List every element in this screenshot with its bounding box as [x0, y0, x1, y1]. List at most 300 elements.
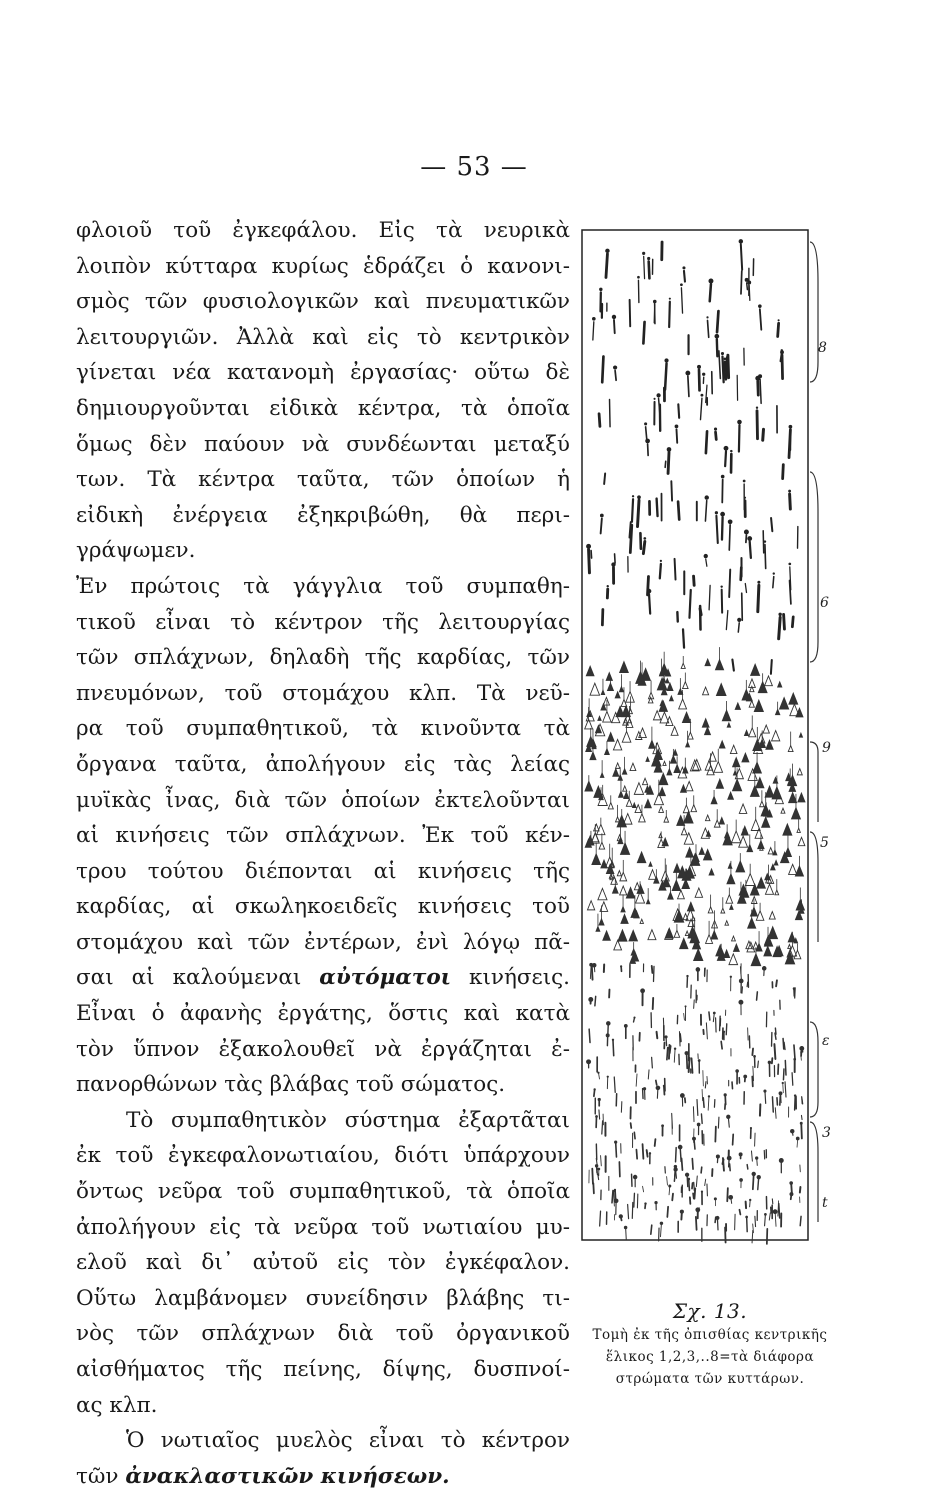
text-line: εἰδικὴ ἐνέργεια ἐξηκριβώθη, θὰ περι-	[76, 502, 570, 528]
neuron-cell	[601, 519, 602, 534]
neuron-cell	[744, 530, 749, 535]
neuron-cell	[685, 1173, 689, 1177]
neuron-cell	[653, 966, 654, 981]
text-line: δημιουργοῦνται εἰδικὰ κέντρα, τὰ ὁποῖα	[76, 395, 570, 421]
neuron-cell	[720, 1016, 721, 1030]
neuron-cell	[637, 276, 640, 279]
neuron-cell	[747, 982, 748, 986]
neuron-cell	[614, 320, 615, 333]
neuron-cell	[729, 525, 730, 550]
neuron-cell	[708, 1095, 710, 1097]
neuron-cell	[643, 322, 644, 343]
neuron-cell	[717, 311, 718, 332]
neuron-cell	[697, 1123, 701, 1127]
page-number: — 53 —	[420, 152, 528, 182]
text-line-emphasis	[76, 1459, 570, 1495]
neuron-cell	[607, 585, 609, 587]
neuron-cell	[730, 450, 732, 452]
neuron-cell	[643, 541, 644, 553]
neuron-cell	[676, 1148, 677, 1162]
neuron-cell	[746, 535, 747, 542]
neuron-cell	[597, 1168, 600, 1171]
neuron-cell	[750, 542, 751, 558]
neuron-cell	[610, 399, 611, 426]
neuron-cell	[588, 997, 593, 1002]
neuron-cell	[757, 411, 758, 439]
neuron-cell	[626, 1227, 627, 1239]
neuron-cell	[657, 1032, 658, 1038]
neuron-cell	[755, 1156, 758, 1159]
caption-line: Τομὴ ἐκ τῆς ὀπισθίας κεντρικῆς	[592, 1327, 828, 1343]
emphasis-anaklastikon: ἀνακλαστικῶν κινήσεων.	[125, 1463, 450, 1489]
neuron-cell	[661, 1124, 664, 1127]
neuron-cell	[612, 1190, 614, 1192]
neuron-cell	[750, 1127, 752, 1129]
neuron-cell	[606, 1021, 611, 1026]
neuron-cell	[649, 261, 650, 278]
neuron-cell	[774, 1044, 775, 1059]
text-line: πανορθώνων τὰς βλάβας τοῦ σώματος.	[76, 1072, 506, 1098]
neuron-cell	[668, 1184, 671, 1187]
neuron-cell	[632, 495, 634, 497]
layer-brackets	[810, 242, 818, 1222]
text-line: μυϊκὰς ἶνας, διὰ τῶν ὁποίων ἐκτελοῦνται	[76, 787, 570, 813]
neuron-cell	[700, 609, 701, 615]
neuron-cell	[696, 967, 701, 972]
neuron-cell	[730, 976, 732, 978]
neuron-cell	[586, 544, 591, 549]
neuron-cell	[728, 1195, 733, 1200]
neuron-cell	[716, 1155, 720, 1159]
neuron-cell	[738, 1000, 743, 1005]
neuron-cell	[667, 1048, 668, 1060]
text-line-emphasis	[76, 960, 570, 996]
neuron-cell	[714, 334, 719, 339]
neuron-cell	[615, 554, 616, 563]
neuron-cell	[595, 996, 596, 1005]
neuron-cell	[801, 1115, 802, 1119]
cortex-section-figure	[578, 222, 840, 1252]
neuron-cell	[726, 1115, 730, 1119]
neuron-cell	[654, 1201, 657, 1204]
neuron-cell	[624, 1226, 628, 1230]
figure-caption	[560, 1300, 860, 1390]
neuron-cell	[599, 1110, 600, 1119]
layer-mark: 5	[820, 835, 829, 851]
neuron-cell	[747, 1165, 748, 1169]
text-line: ελοῦ καὶ δι᾽ αὐτοῦ εἰς τὸν ἐγκέφαλον.	[76, 1250, 570, 1276]
neuron-cell	[697, 365, 701, 369]
neuron-cell	[675, 424, 679, 428]
neuron-cell	[796, 1137, 800, 1141]
neuron-cell	[753, 1055, 756, 1058]
neuron-cell	[733, 1134, 734, 1144]
neuron-cell	[752, 1172, 756, 1176]
paragraph-start: Τὸ συμπαθητικὸν σύστημα ἐξαρτᾶται	[126, 1107, 570, 1133]
neuron-cell	[684, 271, 685, 282]
neuron-cell	[685, 371, 690, 376]
neuron-cell	[586, 1059, 591, 1064]
neuron-cell	[801, 1123, 802, 1138]
neuron-cell	[656, 1080, 657, 1085]
neuron-cell	[656, 393, 660, 397]
text-line: τρου τούτου διέπονται αἱ κινήσεις τῆς	[76, 858, 570, 884]
neuron-cell	[689, 1058, 690, 1072]
text-line: φλοιοῦ τοῦ ἐγκεφάλου. Εἰς τὰ νευρικὰ	[76, 218, 570, 243]
neuron-cell	[763, 429, 764, 440]
neuron-cell	[757, 992, 758, 1000]
text-line: Εἶναι ὁ ἀφανὴς ἐργάτης, ὅστις καὶ κατὰ	[76, 1001, 570, 1027]
emphasis-automatoi: αὐτόματοι	[319, 965, 452, 991]
text-line: τὸν ὕπνον ἐξακολουθεῖ νὰ ἐργάζηται ἐ-	[76, 1036, 570, 1062]
neuron-cell	[668, 452, 669, 473]
neuron-cell	[703, 1098, 704, 1107]
neuron-cell	[592, 1169, 593, 1184]
neuron-cell	[624, 1024, 628, 1028]
neuron-cell	[795, 1096, 796, 1110]
neuron-cell	[629, 522, 630, 538]
neuron-cell	[643, 1144, 644, 1159]
neuron-cell	[739, 1178, 743, 1182]
neuron-cell	[593, 1088, 595, 1090]
neuron-cell	[739, 239, 743, 243]
text-run: τῶν	[76, 1463, 126, 1489]
neuron-cell	[705, 495, 709, 499]
neuron-cell	[612, 1191, 613, 1203]
figure-label: Σχ. 13.	[672, 1299, 748, 1323]
neuron-cell	[783, 1083, 784, 1093]
paragraph-start: Ὁ νωτιαῖος μυελὸς εἶναι τὸ κέντρον	[126, 1428, 570, 1454]
neuron-cell	[678, 1145, 683, 1150]
neuron-cell	[724, 446, 729, 451]
neuron-cell	[764, 540, 766, 542]
neuron-cell	[728, 355, 729, 377]
neuron-cell	[784, 614, 785, 629]
layer-mark: t	[822, 1195, 828, 1211]
neuron-cell	[708, 278, 713, 283]
neuron-cell	[647, 1150, 648, 1157]
neuron-cell	[649, 1152, 651, 1154]
neuron-cell	[792, 1073, 793, 1085]
neuron-cell	[688, 376, 689, 396]
neuron-cell	[722, 357, 723, 383]
layer-mark: 6	[820, 595, 829, 611]
neuron-cell	[644, 422, 647, 425]
neuron-cell	[729, 570, 730, 597]
text-line: αἱ κινήσεις τῶν σπλάχνων. Ἐκ τοῦ κέν-	[76, 823, 570, 849]
neuron-cell	[749, 1199, 751, 1201]
neuron-cell	[619, 1214, 623, 1218]
neuron-cell	[720, 512, 725, 517]
neuron-cell	[749, 285, 750, 300]
neuron-cell	[800, 1216, 801, 1225]
neuron-cell	[593, 1183, 594, 1193]
neuron-cell	[669, 302, 670, 327]
neuron-cell	[715, 1217, 716, 1222]
neuron-cell	[732, 660, 733, 671]
neuron-cell	[595, 1115, 598, 1118]
neuron-cell	[721, 352, 724, 355]
layer-mark: 3	[822, 1125, 831, 1141]
neuron-cell	[694, 576, 695, 585]
neuron-cell	[634, 1132, 635, 1138]
text-line: ας κλπ.	[76, 1392, 158, 1418]
neuron-cell	[686, 975, 688, 977]
neuron-cell	[780, 350, 784, 354]
neuron-cell	[718, 1117, 719, 1128]
neuron-cell	[727, 1156, 732, 1161]
neuron-cell	[788, 563, 791, 566]
neuron-cell	[651, 1225, 652, 1234]
neuron-cell	[674, 1047, 676, 1049]
neuron-cell	[676, 429, 677, 443]
neuron-cell	[694, 1000, 695, 1008]
neuron-cell	[745, 1216, 748, 1219]
neuron-cell	[606, 1033, 610, 1037]
body-text	[76, 213, 570, 1494]
neuron-cell	[615, 371, 616, 381]
text-line: των. Τὰ κέντρα ταῦτα, τῶν ὁποίων ἡ	[76, 467, 570, 493]
neuron-cell	[765, 545, 766, 569]
neuron-cell	[632, 499, 633, 522]
text-line: αἰσθήματος τῆς πείνης, δίψης, δυσπνοί-	[76, 1357, 570, 1382]
neuron-cell	[802, 1047, 803, 1052]
neuron-cell	[693, 1107, 694, 1122]
layer-mark: 8	[818, 340, 827, 356]
neuron-cell	[652, 1057, 653, 1068]
caption-line: ἕλικος 1,2,3,..8=τὰ διάφορα	[605, 1349, 815, 1365]
neuron-cell	[647, 257, 650, 260]
neuron-cell	[792, 617, 793, 627]
neuron-cell	[773, 572, 775, 574]
neuron-cell	[716, 432, 717, 439]
neuron-cell	[644, 256, 645, 278]
neuron-cell	[699, 370, 700, 390]
neuron-cell	[598, 1098, 601, 1101]
neuron-cell	[747, 283, 748, 290]
neuron-cell	[747, 536, 752, 541]
neuron-cell	[600, 1211, 601, 1226]
neuron-cell	[595, 1164, 598, 1167]
neuron-cell	[687, 1053, 688, 1068]
paragraph-start: Ἐν πρώτοις τὰ γάγγλια τοῦ συμπαθη-	[76, 573, 570, 599]
neuron-cell	[737, 618, 741, 622]
neuron-cell	[720, 585, 722, 587]
text-line: καρδίας, αἱ σκωληκοειδεῖς κινήσεις τοῦ	[76, 894, 570, 920]
neuron-cell	[771, 660, 772, 674]
neuron-cell	[779, 1204, 780, 1218]
neuron-cell	[762, 966, 767, 971]
neuron-cell	[741, 271, 742, 294]
neuron-cell	[776, 980, 777, 986]
neuron-cell	[757, 581, 760, 584]
neuron-cell	[773, 1209, 778, 1214]
text-line: ρα τοῦ συμπαθητικοῦ, τὰ κινοῦντα τὰ	[76, 716, 570, 742]
neuron-cell	[599, 288, 602, 291]
neuron-cell	[747, 1217, 748, 1232]
neuron-cell	[735, 1069, 739, 1073]
neuron-cell	[602, 1121, 603, 1134]
neuron-cell	[737, 420, 742, 425]
neuron-cell	[656, 1086, 661, 1091]
neuron-cell	[669, 298, 671, 300]
neuron-cell	[793, 1058, 796, 1061]
neuron-cell	[660, 564, 661, 579]
neuron-cell	[592, 964, 593, 979]
neuron-cell	[700, 394, 703, 397]
text-run: σαι αἱ καλούμεναι	[76, 965, 320, 991]
neuron-cell	[743, 480, 746, 483]
layer-mark: ε	[822, 1033, 830, 1049]
neuron-cell	[665, 363, 666, 389]
neuron-cell	[600, 514, 604, 518]
neuron-cell	[692, 1058, 693, 1073]
neuron-cell	[653, 398, 655, 400]
neuron-cell	[647, 589, 652, 594]
neuron-cell	[670, 1046, 671, 1053]
neuron-cell	[757, 1175, 761, 1179]
neuron-cell	[632, 1202, 633, 1218]
neuron-cell	[604, 474, 605, 484]
neuron-cell	[725, 451, 726, 466]
neuron-cell	[678, 502, 679, 520]
neuron-cell	[644, 1202, 646, 1204]
neuron-cell	[800, 1122, 803, 1125]
neuron-cell	[606, 254, 607, 278]
neuron-cell	[794, 1045, 795, 1058]
neuron-cell	[701, 1167, 702, 1173]
neuron-cell	[643, 1087, 646, 1090]
neuron-cell	[722, 517, 723, 539]
neuron-cell	[783, 1069, 784, 1080]
neuron-cell	[706, 431, 707, 453]
text-line: τῶν σπλάχνων, δηλαδὴ τῆς καρδίας, τῶν	[76, 645, 570, 671]
neuron-cell	[589, 1029, 590, 1042]
neuron-cell	[705, 968, 706, 977]
neuron-cell	[612, 315, 616, 319]
neuron-cell	[710, 284, 711, 301]
neuron-cell	[773, 577, 774, 588]
neuron-cell	[715, 511, 718, 514]
neuron-cell	[660, 1222, 663, 1225]
neuron-cell	[730, 1164, 731, 1171]
neuron-cell	[652, 966, 653, 973]
neuron-cell	[764, 1213, 767, 1216]
neuron-cell	[660, 560, 662, 562]
neuron-cell	[689, 1179, 690, 1190]
neuron-cell	[790, 494, 791, 509]
neuron-cell	[763, 1090, 766, 1093]
neuron-cell	[597, 1173, 599, 1175]
neuron-cell	[671, 481, 672, 500]
neuron-cell	[778, 613, 781, 616]
neuron-cell	[631, 1123, 632, 1128]
neuron-cell	[772, 1097, 773, 1112]
neuron-cell	[771, 518, 772, 531]
neuron-cell	[758, 1061, 759, 1067]
neuron-cell	[739, 425, 740, 451]
neuron-cell	[721, 475, 725, 479]
neuron-cell	[630, 300, 631, 326]
neuron-cell	[613, 1040, 614, 1056]
neuron-cell	[701, 1190, 703, 1192]
neuron-cell	[697, 1100, 698, 1116]
neuron-cell	[706, 316, 708, 318]
neuron-cell	[783, 465, 784, 479]
text-line: ἀπολήγουν εἰς τὰ νεῦρα τοῦ νωτιαίου μυ-	[76, 1214, 570, 1240]
neuron-cell	[592, 317, 596, 321]
neuron-cell	[793, 987, 796, 990]
neuron-cell	[663, 1085, 665, 1087]
neuron-cell	[753, 1174, 754, 1189]
neuron-cell	[698, 1059, 701, 1062]
neuron-cell	[655, 1139, 656, 1146]
neuron-cell	[702, 373, 705, 376]
text-line: Οὕτω λαμβάνομεν συνείδησιν βλάβης τι-	[76, 1285, 570, 1311]
neuron-cell	[599, 414, 600, 427]
text-line: ὄντως νεῦρα τοῦ συμπαθητικοῦ, τὰ ὁποῖα	[76, 1179, 570, 1205]
neuron-cell	[794, 1094, 796, 1096]
text-line: τικοῦ εἶναι τὸ κέντρον τῆς λειτουργίας	[76, 609, 570, 635]
neuron-cell	[755, 1216, 756, 1226]
neuron-cell	[692, 1183, 693, 1189]
neuron-cell	[615, 1190, 616, 1202]
neuron-cell	[742, 593, 743, 620]
neuron-cell	[694, 1188, 695, 1198]
neuron-cell	[721, 1041, 722, 1048]
neuron-cell	[674, 1165, 677, 1168]
neuron-cell	[724, 1093, 727, 1096]
neuron-cell	[785, 1061, 786, 1075]
cortex-section-illustration	[578, 222, 840, 1252]
neuron-cell	[680, 1034, 681, 1041]
neuron-cell	[645, 439, 650, 444]
neuron-cell	[638, 500, 639, 526]
neuron-cell	[636, 1150, 637, 1159]
neuron-cell	[778, 323, 779, 336]
neuron-cell	[664, 1035, 667, 1038]
neuron-cell	[680, 1093, 685, 1098]
neuron-cell	[714, 428, 717, 431]
neuron-cell	[775, 1033, 776, 1039]
neuron-cell	[696, 1217, 697, 1230]
text-line: νὸς τῶν σπλάχνων διὰ τοῦ ὀργανικοῦ	[76, 1321, 570, 1347]
neuron-cell	[713, 1012, 716, 1015]
neuron-cell	[605, 249, 609, 253]
neuron-cell	[657, 499, 658, 517]
neuron-cell	[741, 244, 742, 269]
neuron-cell	[642, 252, 645, 255]
neuron-cell	[739, 1152, 743, 1156]
neuron-cell	[664, 358, 668, 362]
neuron-cell	[782, 1082, 784, 1084]
neuron-cell	[755, 376, 760, 381]
neuron-cell	[616, 1142, 617, 1157]
text-line: γράψωμεν.	[76, 538, 196, 564]
neuron-cell	[778, 319, 780, 321]
neuron-cell	[648, 444, 649, 456]
text-line: στομάχου καὶ τῶν ἐντέρων, ἐνὶ λόγῳ πᾶ-	[76, 929, 570, 955]
neuron-cell	[685, 1005, 687, 1007]
neuron-cell	[724, 357, 727, 360]
neuron-cell	[760, 379, 761, 403]
neuron-cell	[667, 1207, 668, 1217]
neuron-cell	[665, 461, 666, 467]
neuron-cell	[704, 554, 708, 558]
neuron-cell	[682, 266, 685, 269]
neuron-cell	[649, 594, 650, 613]
neuron-cell	[672, 1194, 673, 1201]
